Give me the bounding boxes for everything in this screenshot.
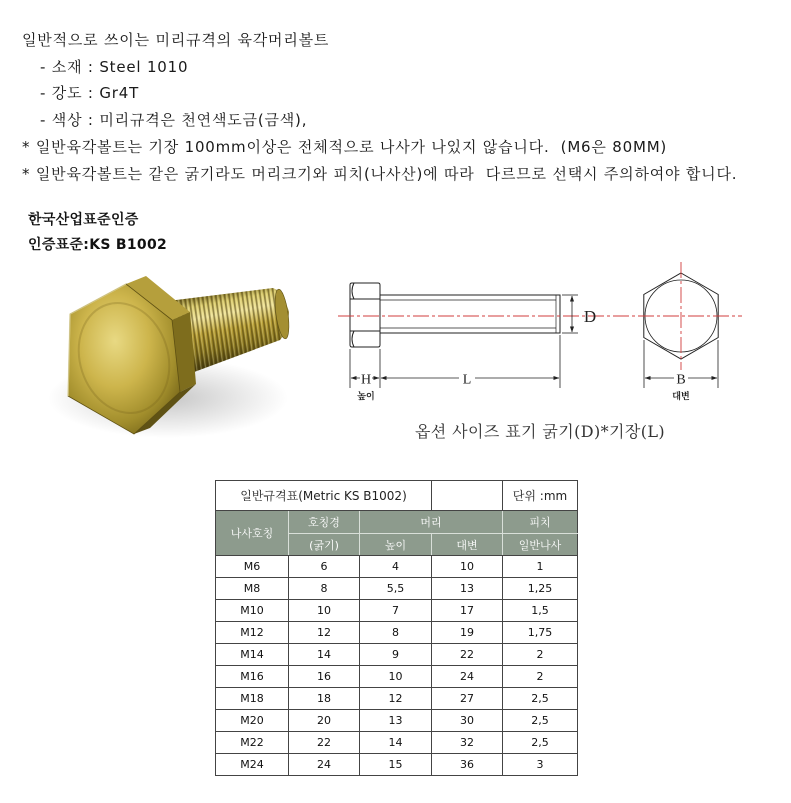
label-h: H [360, 372, 372, 388]
across-flats-cell: 24 [432, 666, 503, 688]
pitch-cell: 2 [503, 666, 578, 688]
table-row [216, 710, 578, 732]
head-height-cell: 7 [360, 600, 432, 622]
nominal-diameter-cell: 10 [289, 600, 360, 622]
nominal-diameter-cell: 8 [289, 578, 360, 600]
table-row [216, 688, 578, 710]
pitch-cell: 2,5 [503, 732, 578, 754]
header-head-across-flats: 대변 [432, 534, 503, 556]
header-size: 나사호칭 [216, 511, 289, 556]
note-thread-length: * 일반육각볼트는 기장 100mm이상은 전체적으로 나사가 나있지 않습니다. (M6은 80MM) [22, 138, 668, 156]
head-height-cell: 15 [360, 754, 432, 776]
label-height: 높이 [357, 392, 375, 402]
pitch-cell: 1,75 [503, 622, 578, 644]
head-height-cell: 4 [360, 556, 432, 578]
across-flats-cell: 36 [432, 754, 503, 776]
header-pitch-sub: 일반나사 [503, 534, 578, 556]
note-head-size: * 일반육각볼트는 같은 굵기라도 머리크기와 피치(나사산)에 따라 다르므로 선택시 주의하여야 합니다. [22, 165, 738, 183]
nominal-diameter-cell: 24 [289, 754, 360, 776]
label-l: L [462, 372, 472, 388]
across-flats-cell: 30 [432, 710, 503, 732]
spec-strength: - 강도 : Gr4T [40, 84, 140, 102]
table-title-row [216, 481, 578, 511]
spec-table [215, 480, 578, 776]
table-body [216, 556, 578, 776]
size-cell: M16 [216, 666, 289, 688]
head-height-cell: 10 [360, 666, 432, 688]
nominal-diameter-cell: 16 [289, 666, 360, 688]
table-title: 일반규격표(Metric KS B1002) [216, 481, 432, 511]
size-cell: M20 [216, 710, 289, 732]
pitch-cell: 1,5 [503, 600, 578, 622]
label-b: B [676, 372, 686, 388]
table-header-row [216, 511, 578, 534]
header-pitch: 피치 [503, 511, 578, 534]
nominal-diameter-cell: 6 [289, 556, 360, 578]
head-height-cell: 9 [360, 644, 432, 666]
certification-standard: 인증표준:KS B1002 [28, 237, 168, 253]
header-nominal-sub: (굵기) [289, 534, 360, 556]
spec-color: - 색상 : 미리규격은 천연색도금(금색), [40, 111, 308, 129]
table-row [216, 578, 578, 600]
drawing-caption: 옵션 사이즈 표기 굵기(D)*기장(L) [414, 422, 666, 441]
table-row [216, 666, 578, 688]
header-head: 머리 [360, 511, 503, 534]
nominal-diameter-cell: 14 [289, 644, 360, 666]
nominal-diameter-cell: 18 [289, 688, 360, 710]
pitch-cell: 2,5 [503, 710, 578, 732]
label-across-flats: 대변 [672, 392, 690, 402]
dimension-d [562, 295, 578, 333]
size-cell: M6 [216, 556, 289, 578]
size-cell: M18 [216, 688, 289, 710]
bolt-dimension-drawing [330, 262, 750, 447]
across-flats-cell: 17 [432, 600, 503, 622]
size-cell: M12 [216, 622, 289, 644]
shank-side-view [380, 295, 560, 333]
across-flats-cell: 27 [432, 688, 503, 710]
size-cell: M14 [216, 644, 289, 666]
head-height-cell: 14 [360, 732, 432, 754]
head-height-cell: 8 [360, 622, 432, 644]
pitch-cell: 1 [503, 556, 578, 578]
table-row [216, 644, 578, 666]
label-d: D [583, 307, 597, 326]
nominal-diameter-cell: 12 [289, 622, 360, 644]
size-cell: M22 [216, 732, 289, 754]
header-nominal: 호칭경 [289, 511, 360, 534]
table-row [216, 732, 578, 754]
certification-label: 한국산업표준인증 [28, 212, 139, 228]
pitch-cell: 3 [503, 754, 578, 776]
across-flats-cell: 13 [432, 578, 503, 600]
size-cell: M24 [216, 754, 289, 776]
across-flats-cell: 22 [432, 644, 503, 666]
nominal-diameter-cell: 22 [289, 732, 360, 754]
pitch-cell: 2 [503, 644, 578, 666]
table-row [216, 556, 578, 578]
table-unit: 단위 :mm [503, 481, 578, 511]
across-flats-cell: 10 [432, 556, 503, 578]
pitch-cell: 1,25 [503, 578, 578, 600]
table-blank-cell [432, 481, 503, 511]
head-height-cell: 13 [360, 710, 432, 732]
table-row [216, 622, 578, 644]
across-flats-cell: 19 [432, 622, 503, 644]
table-row [216, 754, 578, 776]
pitch-cell: 2,5 [503, 688, 578, 710]
size-cell: M8 [216, 578, 289, 600]
size-cell: M10 [216, 600, 289, 622]
hex-bolt-photo [45, 262, 300, 447]
spec-material: - 소재 : Steel 1010 [40, 58, 189, 76]
across-flats-cell: 32 [432, 732, 503, 754]
head-side-view [350, 283, 380, 347]
header-head-height: 높이 [360, 534, 432, 556]
head-height-cell: 12 [360, 688, 432, 710]
head-height-cell: 5,5 [360, 578, 432, 600]
nominal-diameter-cell: 20 [289, 710, 360, 732]
intro-title: 일반적으로 쓰이는 미리규격의 육각머리볼트 [22, 31, 330, 49]
table-row [216, 600, 578, 622]
